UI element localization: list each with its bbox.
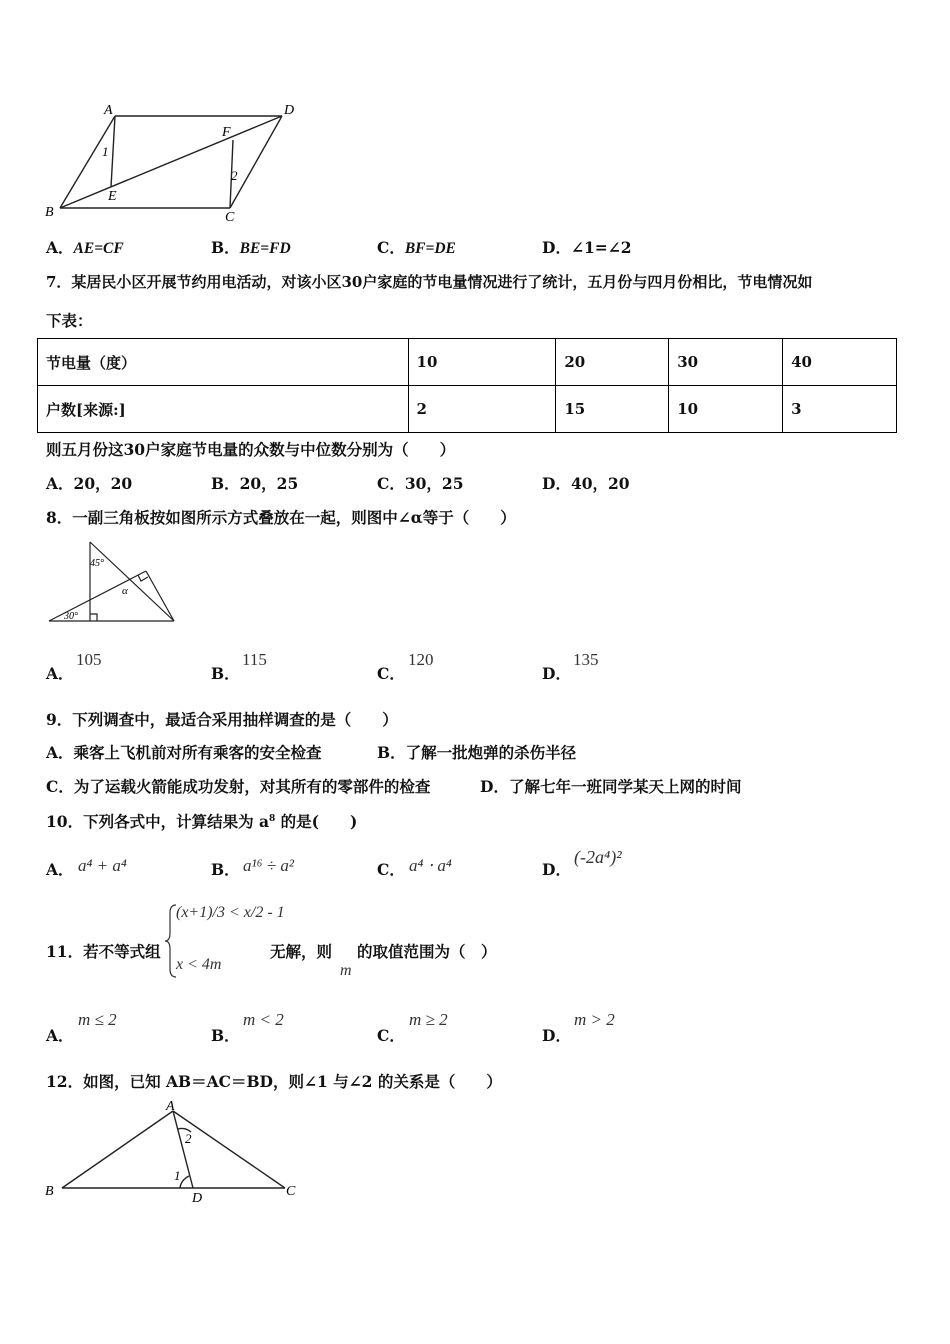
q8-right-angle-mark [90,614,97,621]
q10-option-c-expr: a⁴ ⋅ a⁴ [409,856,452,875]
q6-option-c[interactable]: C．BF=DE [377,238,456,257]
q11-system-line1: (x+1)/3 < x/2 - 1 [176,904,285,921]
q11-stem-mid: 无解，则 [270,942,333,961]
q8-option-c[interactable]: C． [377,664,405,683]
q12-label-d: D [192,1191,203,1206]
q7-cell: 10 [669,386,783,433]
q11-option-a-expr: m ≤ 2 [78,1010,117,1029]
q7-cell-header: 节电量（度） [38,339,409,386]
q7-option-a[interactable]: A．20，20 [46,474,133,493]
q8-option-b[interactable]: B． [211,664,240,683]
q10-option-c[interactable]: C． [377,860,405,879]
q11-option-a[interactable]: A． [46,1026,74,1045]
q7-cell: 40 [783,339,897,386]
q8-option-d-value: 135 [573,650,599,669]
q9-stem: 9．下列调查中，最适合采用抽样调查的是（ ） [46,710,398,729]
q7-cell: 10 [408,339,556,386]
q7-cell: 20 [556,339,669,386]
q7-stem-line2: 下表： [46,311,93,330]
q7-table [37,338,897,433]
q7-table-row [38,339,897,386]
q11-system-line2: x < 4m [176,956,222,973]
q7-option-d[interactable]: D．40，20 [542,474,630,493]
q6-label-c: C [225,210,235,223]
q9-option-b[interactable]: B．了解一批炮弹的杀伤半径 [377,743,577,762]
q10-option-d-expr: (-2a⁴)² [574,847,622,867]
q11-option-d[interactable]: D． [542,1026,571,1045]
q9-option-d[interactable]: D．了解七年一班同学某天上网的时间 [480,777,742,796]
q8-stem: 8．一副三角板按如图所示方式叠放在一起，则图中∠α等于（ ） [46,508,516,527]
q9-option-c[interactable]: C．为了运载火箭能成功发射，对其所有的零部件的检查 [46,777,431,796]
q12-label-a: A [166,1099,175,1114]
q11-var-m: m [340,962,352,979]
q8-figure [44,538,184,628]
q11-option-b[interactable]: B． [211,1026,240,1045]
q11-option-d-expr: m > 2 [574,1010,615,1029]
q11-stem-pre: 11．若不等式组 [46,942,161,961]
q6-diagonal-bd [60,116,282,208]
q10-option-a-expr: a⁴ + a⁴ [78,856,127,875]
q8-option-c-value: 120 [408,650,434,669]
q6-option-d[interactable]: D．∠1=∠2 [542,238,632,257]
q7-cell: 2 [408,386,556,433]
q9-option-a[interactable]: A．乘客上飞机前对所有乘客的安全检查 [46,743,322,762]
q6-label-f: F [222,125,231,140]
q8-option-b-value: 115 [242,650,267,669]
q8-hypotenuse-45 [90,542,174,621]
q7-option-b[interactable]: B．20，25 [211,474,299,493]
q7-option-c[interactable]: C．30，25 [377,474,464,493]
q8-right-angle-mark [138,575,148,581]
q6-angle-2: 2 [231,168,238,183]
q7-stem-line1: 7．某居民小区开展节约用电活动，对该小区30户家庭的节电量情况进行了统计，五月份与四月份相比，节电情况如 [46,273,813,291]
q7-cell: 15 [556,386,669,433]
q11-stem-post: 的取值范围为（ ） [357,942,497,961]
q8-label-30: 30° [64,611,78,622]
q12-stem: 12．如图，已知 AB＝AC＝BD，则∠1 与∠2 的关系是（ ） [46,1072,502,1091]
q6-label-d: D [284,103,295,118]
q11-option-c[interactable]: C． [377,1026,405,1045]
q12-angle-2: 2 [185,1131,192,1146]
q6-label-b: B [45,205,54,220]
q7-cell: 30 [669,339,783,386]
q12-label-b: B [45,1184,54,1199]
q6-figure [40,98,305,223]
q6-option-b[interactable]: B．BE=FD [211,238,291,257]
q6-segment-ae [111,116,115,187]
q12-label-c: C [286,1184,296,1199]
q11-option-c-expr: m ≥ 2 [409,1010,448,1029]
q10-stem: 10．下列各式中，计算结果为 $a^8$ 的是( ) [46,812,358,831]
q12-edge-ab [62,1111,173,1188]
q8-label-45: 45° [90,558,104,569]
q6-label-a: A [104,103,113,118]
q7-cell: 3 [783,386,897,433]
q8-option-a-value: 105 [76,650,102,669]
q7-table-row [38,386,897,433]
q11-option-b-expr: m < 2 [243,1010,284,1029]
q10-option-d[interactable]: D． [542,860,571,879]
q6-angle-1: 1 [102,144,109,159]
q6-label-e: E [108,189,117,204]
q12-angle-arc-1 [180,1176,189,1188]
q8-right-leg [146,571,174,621]
q8-option-a[interactable]: A． [46,664,74,683]
q7-question: 则五月份这30户家庭节电量的众数与中位数分别为（ ） [46,440,456,459]
q12-figure [40,1098,305,1208]
q10-option-b[interactable]: B． [211,860,240,879]
q10-option-b-expr: a¹⁶ ÷ a² [243,856,294,875]
q6-option-a[interactable]: A．AE=CF [46,238,124,257]
q8-option-d[interactable]: D． [542,664,571,683]
q10-option-a[interactable]: A． [46,860,74,879]
q6-edge-ab [60,116,115,208]
q12-angle-1: 1 [174,1168,181,1183]
q7-cell-header: 户数[来源:] [38,386,409,433]
q6-edge-cd [230,116,282,208]
q8-label-alpha: α [122,585,128,597]
